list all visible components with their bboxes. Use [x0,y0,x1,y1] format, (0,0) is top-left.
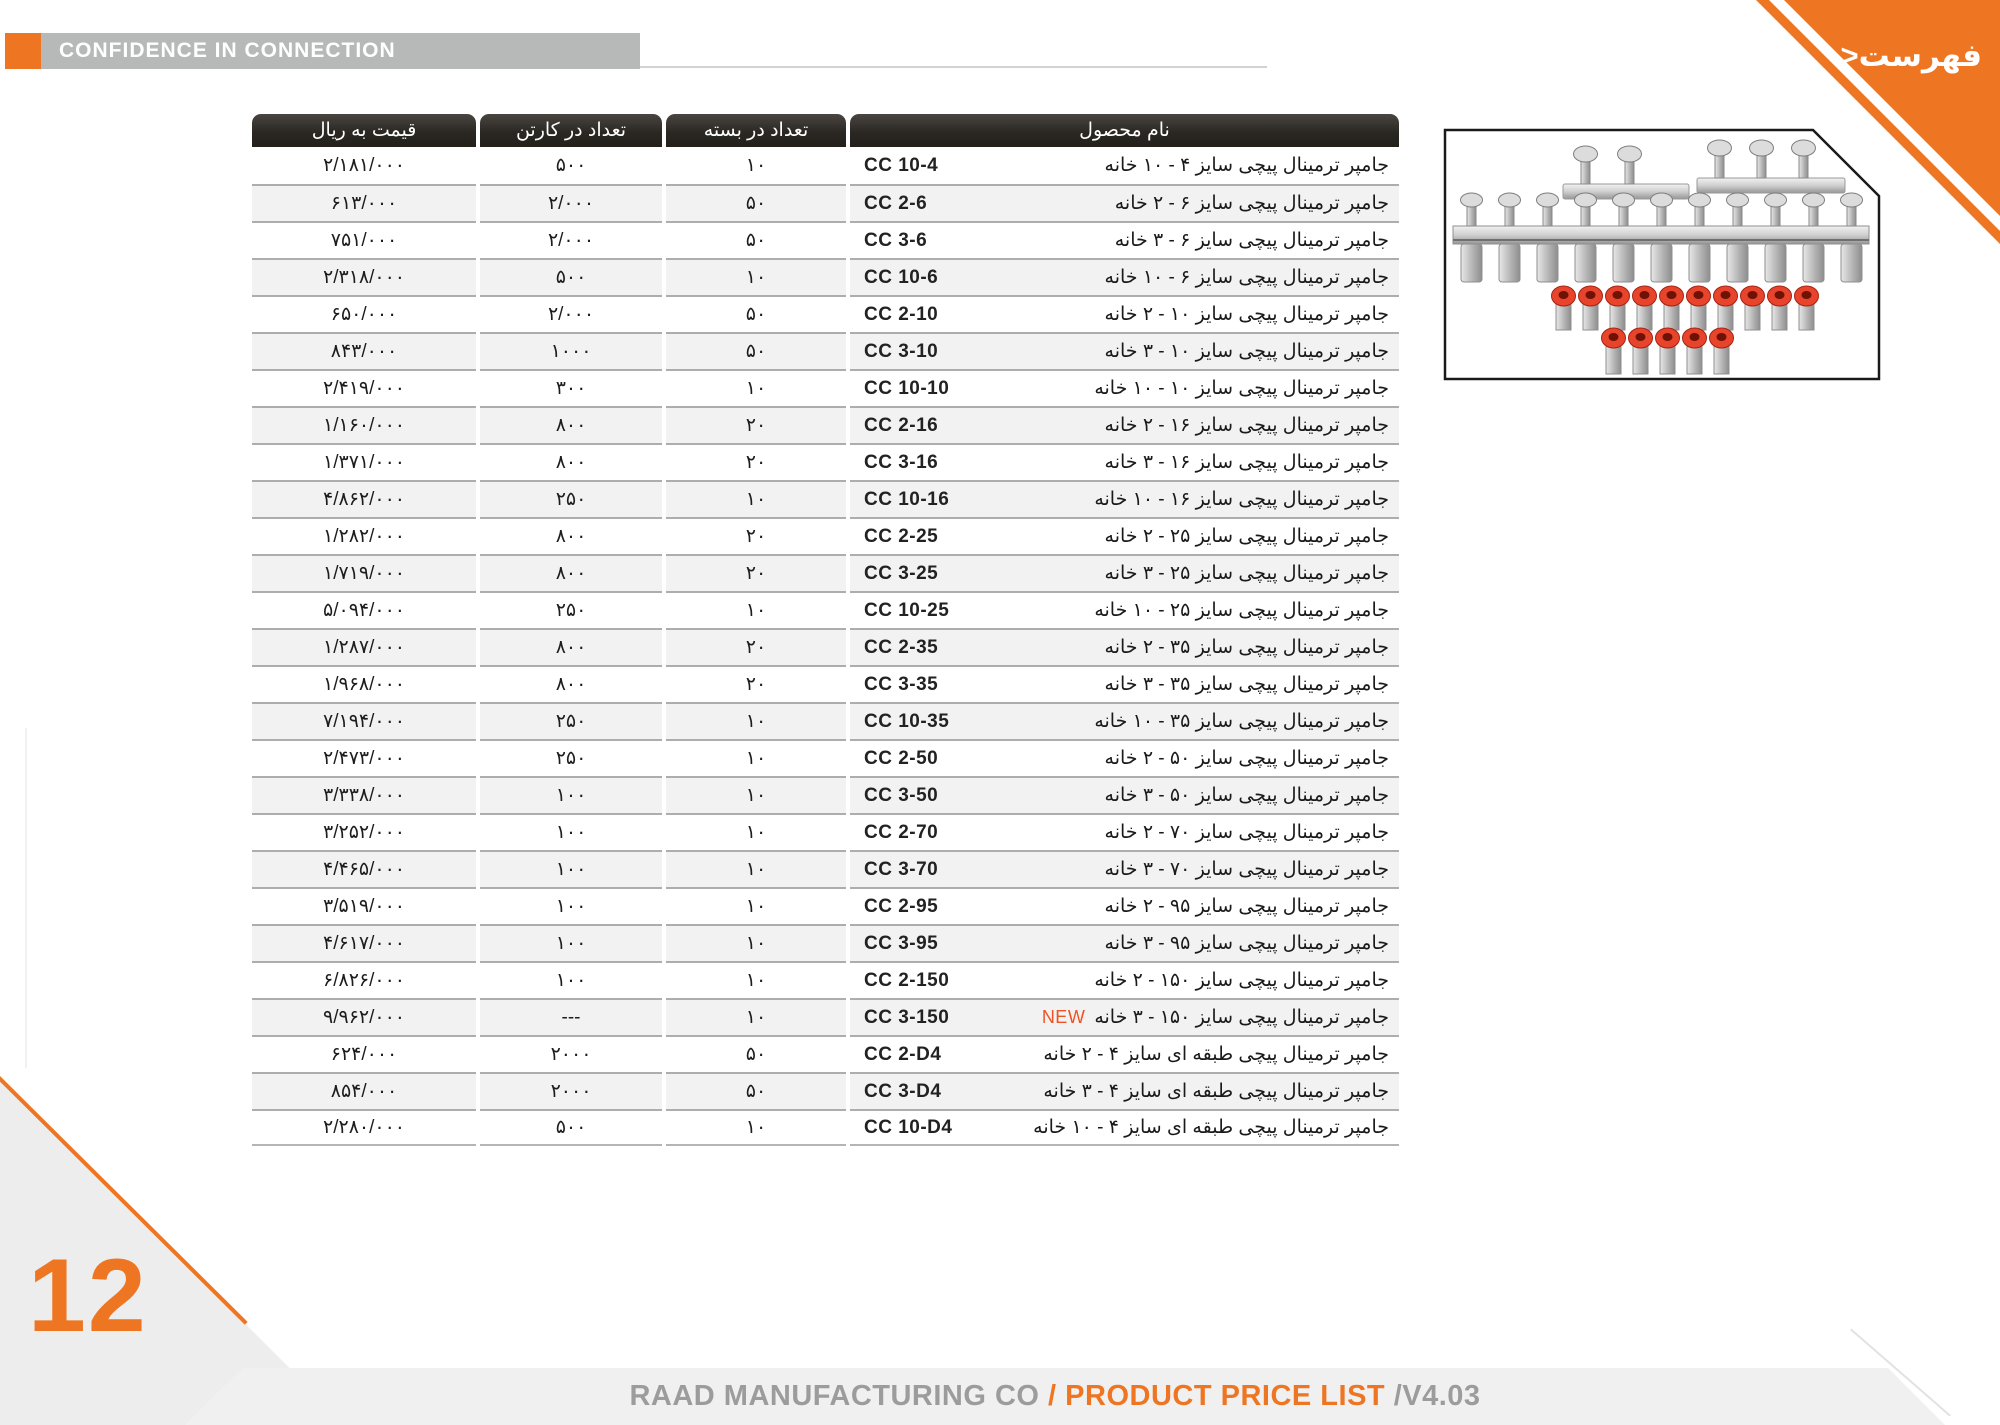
pack-qty-cell: ۱۰ [666,961,846,998]
carton-qty-cell: ۱۰۰ [480,924,662,961]
product-name-fa-wrap [1094,488,1389,511]
pack-qty-cell: ۵۰ [666,1072,846,1109]
product-name-fa-wrap [1105,895,1389,918]
product-name-fa-wrap [1105,154,1389,177]
product-name-fa-wrap [1094,710,1389,733]
product-name-cell [850,850,1399,887]
product-name-fa: جامپر ترمینال پیچی سایز ۳۵ - ۳ خانه [1104,674,1389,695]
product-name-fa: جامپر ترمینال پیچی سایز ۳۵ - ۱۰ خانه [1094,711,1389,732]
product-name-fa: جامپر ترمینال پیچی طبقه ای سایز ۴ - ۲ خانه [1043,1044,1389,1065]
price-cell: ۲/۴۱۹/۰۰۰ [252,369,476,406]
product-name-fa: جامپر ترمینال پیچی سایز ۶ - ۲ خانه [1114,193,1389,214]
pack-qty-cell: ۵۰ [666,221,846,258]
new-badge: NEW [1041,1007,1086,1027]
price-cell: ۷۵۱/۰۰۰ [252,221,476,258]
product-name-fa: جامپر ترمینال پیچی سایز ۱۰ - ۲ خانه [1104,304,1389,325]
carton-qty-cell: ۳۰۰ [480,369,662,406]
price-cell: ۲/۲۸۰/۰۰۰ [252,1109,476,1146]
product-name-cell [850,443,1399,480]
product-name-fa: جامپر ترمینال پیچی سایز ۲۵ - ۳ خانه [1104,563,1389,584]
product-name-cell [850,1109,1399,1146]
product-name-cell [850,702,1399,739]
slogan-text: CONFIDENCE IN CONNECTION [59,39,396,62]
product-name-cell [850,776,1399,813]
carton-qty-cell: ۲۵۰ [480,702,662,739]
slogan-rule-line [640,66,1267,68]
price-cell: ۴/۴۶۵/۰۰۰ [252,850,476,887]
product-code: CC 3-95 [864,932,939,954]
price-cell: ۱/۷۱۹/۰۰۰ [252,554,476,591]
product-name-cell [850,332,1399,369]
product-photo [1443,128,1881,386]
product-code: CC 10-6 [864,266,939,288]
pack-qty-cell: ۱۰ [666,480,846,517]
product-name-fa-wrap [1105,821,1389,844]
pack-qty-cell: ۱۰ [666,924,846,961]
product-name-fa: جامپر ترمینال پیچی سایز ۱۶ - ۳ خانه [1104,452,1389,473]
slogan-bar [5,33,640,69]
pack-qty-cell: ۵۰ [666,332,846,369]
pack-qty-cell: ۱۰ [666,739,846,776]
product-name-fa: جامپر ترمینال پیچی سایز ۶ - ۱۰ خانه [1104,267,1389,288]
pack-qty-cell: ۱۰ [666,147,846,184]
pack-qty-cell: ۲۰ [666,517,846,554]
header-price: قیمت به ریال [252,114,476,147]
price-cell: ۱/۲۸۲/۰۰۰ [252,517,476,554]
product-name-fa-wrap [1105,340,1389,363]
product-name-fa-wrap [1105,784,1389,807]
product-name-fa: جامپر ترمینال پیچی سایز ۱۶ - ۱۰ خانه [1094,489,1389,510]
product-name-cell [850,628,1399,665]
terminal-jumper-photo-illustration [1443,128,1881,381]
product-name-cell [850,1035,1399,1072]
price-cell: ۶۲۴/۰۰۰ [252,1035,476,1072]
carton-qty-cell: ۵۰۰ [480,258,662,295]
price-cell: ۲/۱۸۱/۰۰۰ [252,147,476,184]
product-code: CC 2-150 [864,969,950,991]
pack-qty-cell: ۱۰ [666,850,846,887]
product-name-fa-wrap [1105,636,1389,659]
product-name-cell [850,221,1399,258]
pack-qty-cell: ۱۰ [666,369,846,406]
product-name-fa-wrap [1105,932,1389,955]
product-name-fa: جامپر ترمینال پیچی سایز ۴ - ۱۰ خانه [1104,155,1389,176]
carton-qty-cell: ۲۰۰۰ [480,1072,662,1109]
pack-qty-cell: ۲۰ [666,554,846,591]
product-name-fa: جامپر ترمینال پیچی سایز ۱۰ - ۳ خانه [1104,341,1389,362]
carton-qty-cell: --- [480,998,662,1035]
product-code: CC 10-4 [864,154,939,176]
price-cell: ۶۱۳/۰۰۰ [252,184,476,221]
pack-qty-cell: ۲۰ [666,406,846,443]
product-code: CC 2-35 [864,636,939,658]
price-cell: ۶/۸۲۶/۰۰۰ [252,961,476,998]
product-name-fa-wrap [1105,747,1389,770]
product-name-fa-wrap [1105,562,1389,585]
product-name-cell [850,369,1399,406]
footer-product-title: PRODUCT PRICE LIST [1065,1380,1394,1412]
carton-qty-cell: ۲۵۰ [480,591,662,628]
carton-qty-cell: ۲۵۰ [480,480,662,517]
pack-qty-cell: ۵۰ [666,1035,846,1072]
product-name-cell [850,961,1399,998]
carton-qty-cell: ۵۰۰ [480,1109,662,1146]
carton-qty-cell: ۸۰۰ [480,628,662,665]
pack-qty-cell: ۱۰ [666,813,846,850]
product-name-fa: جامپر ترمینال پیچی سایز ۷۰ - ۲ خانه [1104,822,1389,843]
carton-qty-cell: ۲۵۰ [480,739,662,776]
carton-qty-cell: ۲/۰۰۰ [480,295,662,332]
product-name-fa: جامپر ترمینال پیچی سایز ۵۰ - ۲ خانه [1104,748,1389,769]
product-name-fa-wrap [1105,266,1389,289]
product-name-cell [850,295,1399,332]
pack-qty-cell: ۱۰ [666,702,846,739]
carton-qty-cell: ۸۰۰ [480,554,662,591]
price-cell: ۱/۱۶۰/۰۰۰ [252,406,476,443]
carton-qty-cell: ۸۰۰ [480,517,662,554]
price-cell: ۱/۳۷۱/۰۰۰ [252,443,476,480]
pack-qty-cell: ۵۰ [666,295,846,332]
pack-qty-cell: ۲۰ [666,443,846,480]
price-cell: ۴/۶۱۷/۰۰۰ [252,924,476,961]
product-name-fa: جامپر ترمینال پیچی سایز ۷۰ - ۳ خانه [1104,859,1389,880]
product-code: CC 3-150 [864,1006,950,1028]
product-name-fa: جامپر ترمینال پیچی سایز ۳۵ - ۲ خانه [1104,637,1389,658]
product-name-fa-wrap [1033,1116,1389,1139]
product-name-cell [850,998,1399,1035]
product-name-fa: جامپر ترمینال پیچی سایز ۲۵ - ۲ خانه [1104,526,1389,547]
price-table-header [252,114,1399,147]
price-cell: ۸۴۳/۰۰۰ [252,332,476,369]
pack-qty-cell: ۱۰ [666,258,846,295]
header-pack-qty: تعداد در بسته [666,114,846,147]
nav-index-label: فهرست [1858,38,1982,73]
product-code: CC 3-35 [864,673,939,695]
product-name-fa-wrap [1094,377,1389,400]
product-name-fa-wrap [1042,1006,1389,1029]
price-cell: ۲/۴۷۳/۰۰۰ [252,739,476,776]
header-product-name: نام محصول [850,114,1399,147]
carton-qty-cell: ۵۰۰ [480,147,662,184]
product-name-fa: جامپر ترمینال پیچی سایز ۹۵ - ۲ خانه [1104,896,1389,917]
product-code: CC 3-25 [864,562,939,584]
product-code: CC 2-95 [864,895,939,917]
footer-slash: / [1048,1380,1066,1412]
pack-qty-cell: ۲۰ [666,665,846,702]
product-name-fa-wrap [1115,229,1389,252]
price-cell: ۵/۰۹۴/۰۰۰ [252,591,476,628]
product-name-fa: جامپر ترمینال پیچی سایز ۵۰ - ۳ خانه [1104,785,1389,806]
price-cell: ۳/۲۵۲/۰۰۰ [252,813,476,850]
product-name-fa-wrap [1105,303,1389,326]
product-name-cell [850,665,1399,702]
price-cell: ۲/۳۱۸/۰۰۰ [252,258,476,295]
pack-qty-cell: ۱۰ [666,591,846,628]
product-code: CC 10-35 [864,710,950,732]
price-cell: ۳/۳۳۸/۰۰۰ [252,776,476,813]
product-name-fa: جامپر ترمینال پیچی سایز ۹۵ - ۳ خانه [1104,933,1389,954]
product-code: CC 2-16 [864,414,939,436]
price-cell: ۸۵۴/۰۰۰ [252,1072,476,1109]
product-name-cell [850,147,1399,184]
price-cell: ۴/۸۶۲/۰۰۰ [252,480,476,517]
product-name-fa: جامپر ترمینال پیچی سایز ۱۵۰ - ۳ خانه [1094,1007,1389,1028]
pack-qty-cell: ۱۰ [666,1109,846,1146]
product-name-cell [850,184,1399,221]
product-code: CC 2-70 [864,821,939,843]
pack-qty-cell: ۱۰ [666,776,846,813]
pack-qty-cell: ۲۰ [666,628,846,665]
product-code: CC 10-16 [864,488,950,510]
carton-qty-cell: ۲/۰۰۰ [480,184,662,221]
chevron-right-icon: > [1840,38,1859,73]
pack-qty-cell: ۵۰ [666,184,846,221]
product-name-fa-wrap [1043,1080,1389,1103]
product-name-fa: جامپر ترمینال پیچی سایز ۱۶ - ۲ خانه [1104,415,1389,436]
product-name-cell [850,480,1399,517]
product-code: CC 2-50 [864,747,939,769]
product-name-fa-wrap [1115,192,1389,215]
carton-qty-cell: ۸۰۰ [480,665,662,702]
product-name-fa: جامپر ترمینال پیچی طبقه ای سایز ۴ - ۳ خانه [1043,1081,1389,1102]
carton-qty-cell: ۱۰۰ [480,961,662,998]
product-name-cell [850,924,1399,961]
product-code: CC 2-6 [864,192,928,214]
product-name-fa-wrap [1043,1043,1389,1066]
product-name-cell [850,554,1399,591]
carton-qty-cell: ۲/۰۰۰ [480,221,662,258]
carton-qty-cell: ۱۰۰۰ [480,332,662,369]
product-code: CC 3-70 [864,858,939,880]
price-cell: ۳/۵۱۹/۰۰۰ [252,887,476,924]
product-code: CC 10-25 [864,599,950,621]
footer-text [555,1380,1555,1413]
product-name-fa: جامپر ترمینال پیچی سایز ۱۰ - ۱۰ خانه [1094,378,1389,399]
product-code: CC 2-10 [864,303,939,325]
product-code: CC 3-16 [864,451,939,473]
carton-qty-cell: ۱۰۰ [480,813,662,850]
product-name-cell [850,739,1399,776]
product-code: CC 3-10 [864,340,939,362]
product-code: CC 2-D4 [864,1043,942,1065]
product-name-cell [850,406,1399,443]
product-name-fa: جامپر ترمینال پیچی سایز ۲۵ - ۱۰ خانه [1094,600,1389,621]
product-name-fa-wrap [1105,858,1389,881]
price-table-body [252,147,1399,1146]
pack-qty-cell: ۱۰ [666,998,846,1035]
product-code: CC 3-50 [864,784,939,806]
price-cell: ۷/۱۹۴/۰۰۰ [252,702,476,739]
page-number: 12 [28,1238,148,1354]
product-code: CC 2-25 [864,525,939,547]
carton-qty-cell: ۱۰۰ [480,776,662,813]
product-code: CC 10-D4 [864,1116,953,1138]
product-name-fa-wrap [1094,599,1389,622]
pack-qty-cell: ۱۰ [666,887,846,924]
product-name-fa-wrap [1105,525,1389,548]
product-code: CC 3-D4 [864,1080,942,1102]
brand-accent-square [5,33,41,69]
carton-qty-cell: ۱۰۰ [480,850,662,887]
product-code: CC 3-6 [864,229,928,251]
product-name-fa: جامپر ترمینال پیچی طبقه ای سایز ۴ - ۱۰ خانه [1033,1117,1389,1138]
product-name-cell [850,517,1399,554]
price-cell: ۱/۹۶۸/۰۰۰ [252,665,476,702]
product-name-fa-wrap [1105,673,1389,696]
product-name-fa-wrap [1105,451,1389,474]
product-name-fa-wrap [1105,414,1389,437]
product-name-fa-wrap [1094,969,1389,992]
left-faint-rule [25,728,27,1068]
product-code: CC 10-10 [864,377,950,399]
price-cell: ۹/۹۶۲/۰۰۰ [252,998,476,1035]
product-name-cell [850,591,1399,628]
footer-version: /V4.03 [1393,1380,1481,1412]
header-carton-qty: تعداد در کارتن [480,114,662,147]
product-name-cell [850,813,1399,850]
footer-company: RAAD MANUFACTURING CO [629,1380,1049,1412]
product-name-fa: جامپر ترمینال پیچی سایز ۱۵۰ - ۲ خانه [1094,970,1389,991]
carton-qty-cell: ۲۰۰۰ [480,1035,662,1072]
nav-index-link[interactable] [1841,38,1982,74]
carton-qty-cell: ۱۰۰ [480,887,662,924]
product-name-cell [850,1072,1399,1109]
price-cell: ۱/۲۸۷/۰۰۰ [252,628,476,665]
carton-qty-cell: ۸۰۰ [480,443,662,480]
product-name-cell [850,887,1399,924]
carton-qty-cell: ۸۰۰ [480,406,662,443]
product-name-cell [850,258,1399,295]
price-cell: ۶۵۰/۰۰۰ [252,295,476,332]
product-name-fa: جامپر ترمینال پیچی سایز ۶ - ۳ خانه [1114,230,1389,251]
